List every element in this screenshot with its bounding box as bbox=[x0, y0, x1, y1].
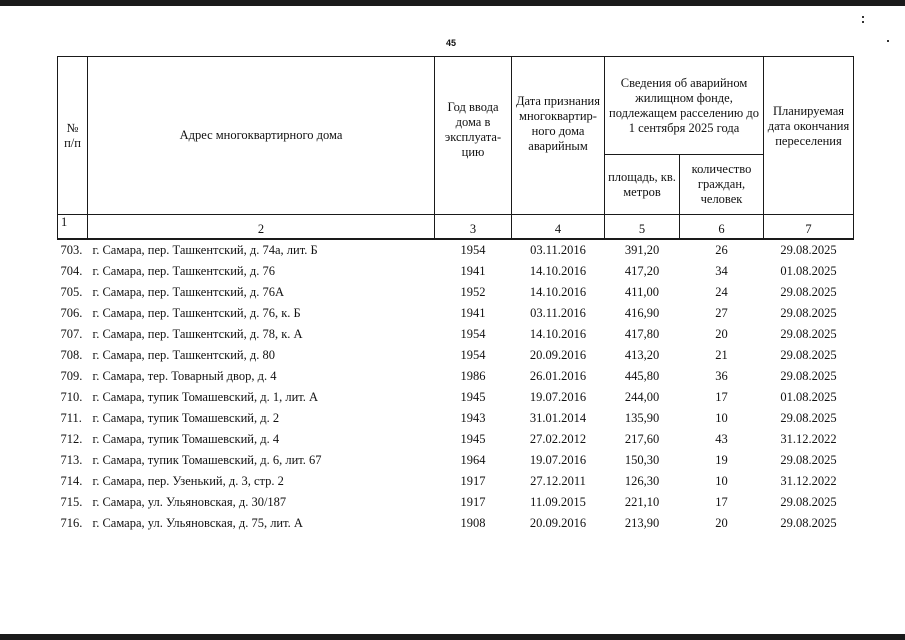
emergency-date-cell: 27.02.2012 bbox=[529, 432, 587, 446]
people-cell: 34 bbox=[715, 264, 728, 278]
area-cell: 213,90 bbox=[624, 516, 660, 530]
planned-date-cell: 01.08.2025 bbox=[780, 264, 837, 278]
table-row bbox=[58, 387, 854, 408]
address-cell bbox=[58, 429, 435, 450]
column-number: 3 bbox=[435, 215, 512, 240]
address-text: г. Самара, пер. Ташкентский, д. 78, к. А bbox=[92, 327, 303, 341]
address-text: г. Самара, тупик Томашевский, д. 2 bbox=[92, 411, 280, 425]
emergency-housing-table bbox=[57, 56, 854, 534]
area-cell: 150,30 bbox=[624, 453, 660, 467]
year-cell: 1954 bbox=[460, 327, 486, 341]
scan-bottom-border bbox=[0, 634, 905, 640]
area-cell: 221,10 bbox=[624, 495, 660, 509]
header-row-number: № п/п bbox=[58, 57, 88, 215]
address-cell bbox=[58, 471, 435, 492]
column-number: 7 bbox=[764, 215, 854, 240]
planned-date-cell: 29.08.2025 bbox=[780, 285, 837, 299]
header-fund-info: Сведения об аварийном жилищном фонде, подлежащем расселению до 1 сентября 2025 года bbox=[605, 57, 764, 155]
year-cell: 1945 bbox=[460, 390, 486, 404]
address-text: г. Самара, тупик Томашевский, д. 6, лит. 67 bbox=[92, 453, 322, 467]
area-cell: 417,80 bbox=[624, 327, 660, 341]
row-number: 711. bbox=[60, 411, 82, 425]
table-row bbox=[58, 345, 854, 366]
people-cell: 21 bbox=[715, 348, 728, 362]
scan-speck bbox=[887, 40, 889, 42]
address-cell bbox=[58, 387, 435, 408]
table-row bbox=[58, 450, 854, 471]
row-number: 712. bbox=[60, 432, 83, 446]
emergency-date-cell: 19.07.2016 bbox=[529, 453, 587, 467]
address-cell bbox=[58, 282, 435, 303]
column-number: 4 bbox=[512, 215, 605, 240]
row-number: 714. bbox=[60, 474, 83, 488]
table-row bbox=[58, 303, 854, 324]
page-number: 45 bbox=[446, 38, 457, 48]
emergency-date-cell: 20.09.2016 bbox=[529, 516, 587, 530]
row-number: 713. bbox=[60, 453, 83, 467]
planned-date-cell: 29.08.2025 bbox=[780, 369, 837, 383]
scan-top-border bbox=[0, 0, 905, 6]
people-cell: 20 bbox=[715, 327, 728, 341]
emergency-date-cell: 31.01.2014 bbox=[529, 411, 587, 425]
table-row bbox=[58, 282, 854, 303]
address-text: г. Самара, ул. Ульяновская, д. 75, лит. А bbox=[92, 516, 303, 530]
area-cell: 217,60 bbox=[624, 432, 660, 446]
emergency-date-cell: 03.11.2016 bbox=[530, 306, 586, 320]
table-row bbox=[58, 239, 854, 261]
address-cell bbox=[58, 261, 435, 282]
area-cell: 126,30 bbox=[624, 474, 660, 488]
address-cell bbox=[58, 450, 435, 471]
people-cell: 19 bbox=[715, 453, 728, 467]
address-text: г. Самара, тер. Товарный двор, д. 4 bbox=[92, 369, 277, 383]
address-text: г. Самара, ул. Ульяновская, д. 30/187 bbox=[92, 495, 287, 509]
address-cell bbox=[58, 366, 435, 387]
people-cell: 10 bbox=[715, 411, 728, 425]
people-cell: 17 bbox=[715, 390, 728, 404]
table-row bbox=[58, 471, 854, 492]
people-cell: 20 bbox=[715, 516, 728, 530]
address-text: г. Самара, пер. Ташкентский, д. 74а, лит. Б bbox=[92, 243, 318, 257]
column-number: 2 bbox=[88, 215, 435, 240]
header-area: площадь, кв. метров bbox=[605, 155, 680, 215]
area-cell: 413,20 bbox=[624, 348, 660, 362]
column-number: 1 bbox=[58, 215, 88, 240]
row-number: 707. bbox=[60, 327, 83, 341]
planned-date-cell: 31.12.2022 bbox=[780, 432, 837, 446]
row-number: 703. bbox=[60, 243, 83, 257]
row-number: 710. bbox=[60, 390, 83, 404]
row-number: 705. bbox=[60, 285, 83, 299]
table-row bbox=[58, 366, 854, 387]
year-cell: 1943 bbox=[460, 411, 486, 425]
area-cell: 244,00 bbox=[624, 390, 660, 404]
address-cell bbox=[58, 513, 435, 534]
people-cell: 26 bbox=[715, 243, 728, 257]
address-text: г. Самара, пер. Узенький, д. 3, стр. 2 bbox=[92, 474, 284, 488]
year-cell: 1986 bbox=[460, 369, 486, 383]
planned-date-cell: 29.08.2025 bbox=[780, 411, 837, 425]
area-cell: 411,00 bbox=[625, 285, 659, 299]
planned-date-cell: 29.08.2025 bbox=[780, 453, 837, 467]
address-text: г. Самара, пер. Ташкентский, д. 76, к. Б bbox=[92, 306, 301, 320]
people-cell: 36 bbox=[715, 369, 728, 383]
address-cell bbox=[58, 239, 435, 261]
table-row bbox=[58, 408, 854, 429]
year-cell: 1954 bbox=[460, 243, 486, 257]
header-emergency-date: Дата признания многоквартир-ного дома аварийным bbox=[512, 57, 605, 215]
emergency-date-cell: 14.10.2016 bbox=[529, 264, 587, 278]
year-cell: 1945 bbox=[460, 432, 486, 446]
people-cell: 17 bbox=[715, 495, 728, 509]
planned-date-cell: 29.08.2025 bbox=[780, 495, 837, 509]
emergency-date-cell: 20.09.2016 bbox=[529, 348, 587, 362]
address-text: г. Самара, тупик Томашевский, д. 4 bbox=[92, 432, 280, 446]
column-number-row bbox=[58, 215, 854, 240]
address-text: г. Самара, пер. Ташкентский, д. 76 bbox=[92, 264, 275, 278]
address-cell bbox=[58, 324, 435, 345]
row-number: 708. bbox=[60, 348, 83, 362]
table-row bbox=[58, 261, 854, 282]
row-number: 709. bbox=[60, 369, 83, 383]
column-number: 5 bbox=[605, 215, 680, 240]
planned-date-cell: 29.08.2025 bbox=[780, 327, 837, 341]
emergency-date-cell: 19.07.2016 bbox=[529, 390, 587, 404]
area-cell: 445,80 bbox=[624, 369, 660, 383]
scan-speck bbox=[862, 16, 864, 18]
column-number: 6 bbox=[680, 215, 764, 240]
scan-speck bbox=[862, 21, 864, 23]
area-cell: 417,20 bbox=[624, 264, 660, 278]
address-cell bbox=[58, 492, 435, 513]
emergency-date-cell: 14.10.2016 bbox=[529, 285, 587, 299]
table-row bbox=[58, 324, 854, 345]
planned-date-cell: 29.08.2025 bbox=[780, 306, 837, 320]
people-cell: 43 bbox=[715, 432, 728, 446]
people-cell: 27 bbox=[715, 306, 728, 320]
area-cell: 416,90 bbox=[624, 306, 660, 320]
year-cell: 1952 bbox=[460, 285, 486, 299]
address-text: г. Самара, пер. Ташкентский, д. 76А bbox=[92, 285, 285, 299]
emergency-date-cell: 03.11.2016 bbox=[530, 243, 586, 257]
address-cell bbox=[58, 303, 435, 324]
emergency-date-cell: 27.12.2011 bbox=[530, 474, 586, 488]
address-text: г. Самара, пер. Ташкентский, д. 80 bbox=[92, 348, 275, 362]
table-row bbox=[58, 513, 854, 534]
address-cell bbox=[58, 345, 435, 366]
year-cell: 1964 bbox=[460, 453, 486, 467]
area-cell: 391,20 bbox=[624, 243, 660, 257]
header-address: Адрес многоквартирного дома bbox=[88, 57, 435, 215]
table-row bbox=[58, 429, 854, 450]
planned-date-cell: 29.08.2025 bbox=[780, 243, 837, 257]
row-number: 715. bbox=[60, 495, 83, 509]
row-number: 706. bbox=[60, 306, 83, 320]
planned-date-cell: 01.08.2025 bbox=[780, 390, 837, 404]
header-people: количество граждан, человек bbox=[680, 155, 764, 215]
planned-date-cell: 29.08.2025 bbox=[780, 348, 837, 362]
header-year-built: Год ввода дома в эксплуата-цию bbox=[435, 57, 512, 215]
table-row bbox=[58, 492, 854, 513]
area-cell: 135,90 bbox=[624, 411, 660, 425]
year-cell: 1954 bbox=[460, 348, 486, 362]
address-text: г. Самара, тупик Томашевский, д. 1, лит. А bbox=[92, 390, 319, 404]
address-cell bbox=[58, 408, 435, 429]
year-cell: 1908 bbox=[460, 516, 486, 530]
planned-date-cell: 29.08.2025 bbox=[780, 516, 837, 530]
people-cell: 10 bbox=[715, 474, 728, 488]
emergency-date-cell: 11.09.2015 bbox=[530, 495, 586, 509]
year-cell: 1917 bbox=[460, 474, 486, 488]
row-number: 704. bbox=[60, 264, 83, 278]
emergency-date-cell: 14.10.2016 bbox=[529, 327, 587, 341]
planned-date-cell: 31.12.2022 bbox=[780, 474, 837, 488]
year-cell: 1941 bbox=[460, 264, 486, 278]
year-cell: 1941 bbox=[460, 306, 486, 320]
year-cell: 1917 bbox=[460, 495, 486, 509]
row-number: 716. bbox=[60, 516, 83, 530]
people-cell: 24 bbox=[715, 285, 728, 299]
emergency-date-cell: 26.01.2016 bbox=[529, 369, 587, 383]
header-planned-date: Планируемая дата окончания переселения bbox=[764, 57, 854, 215]
